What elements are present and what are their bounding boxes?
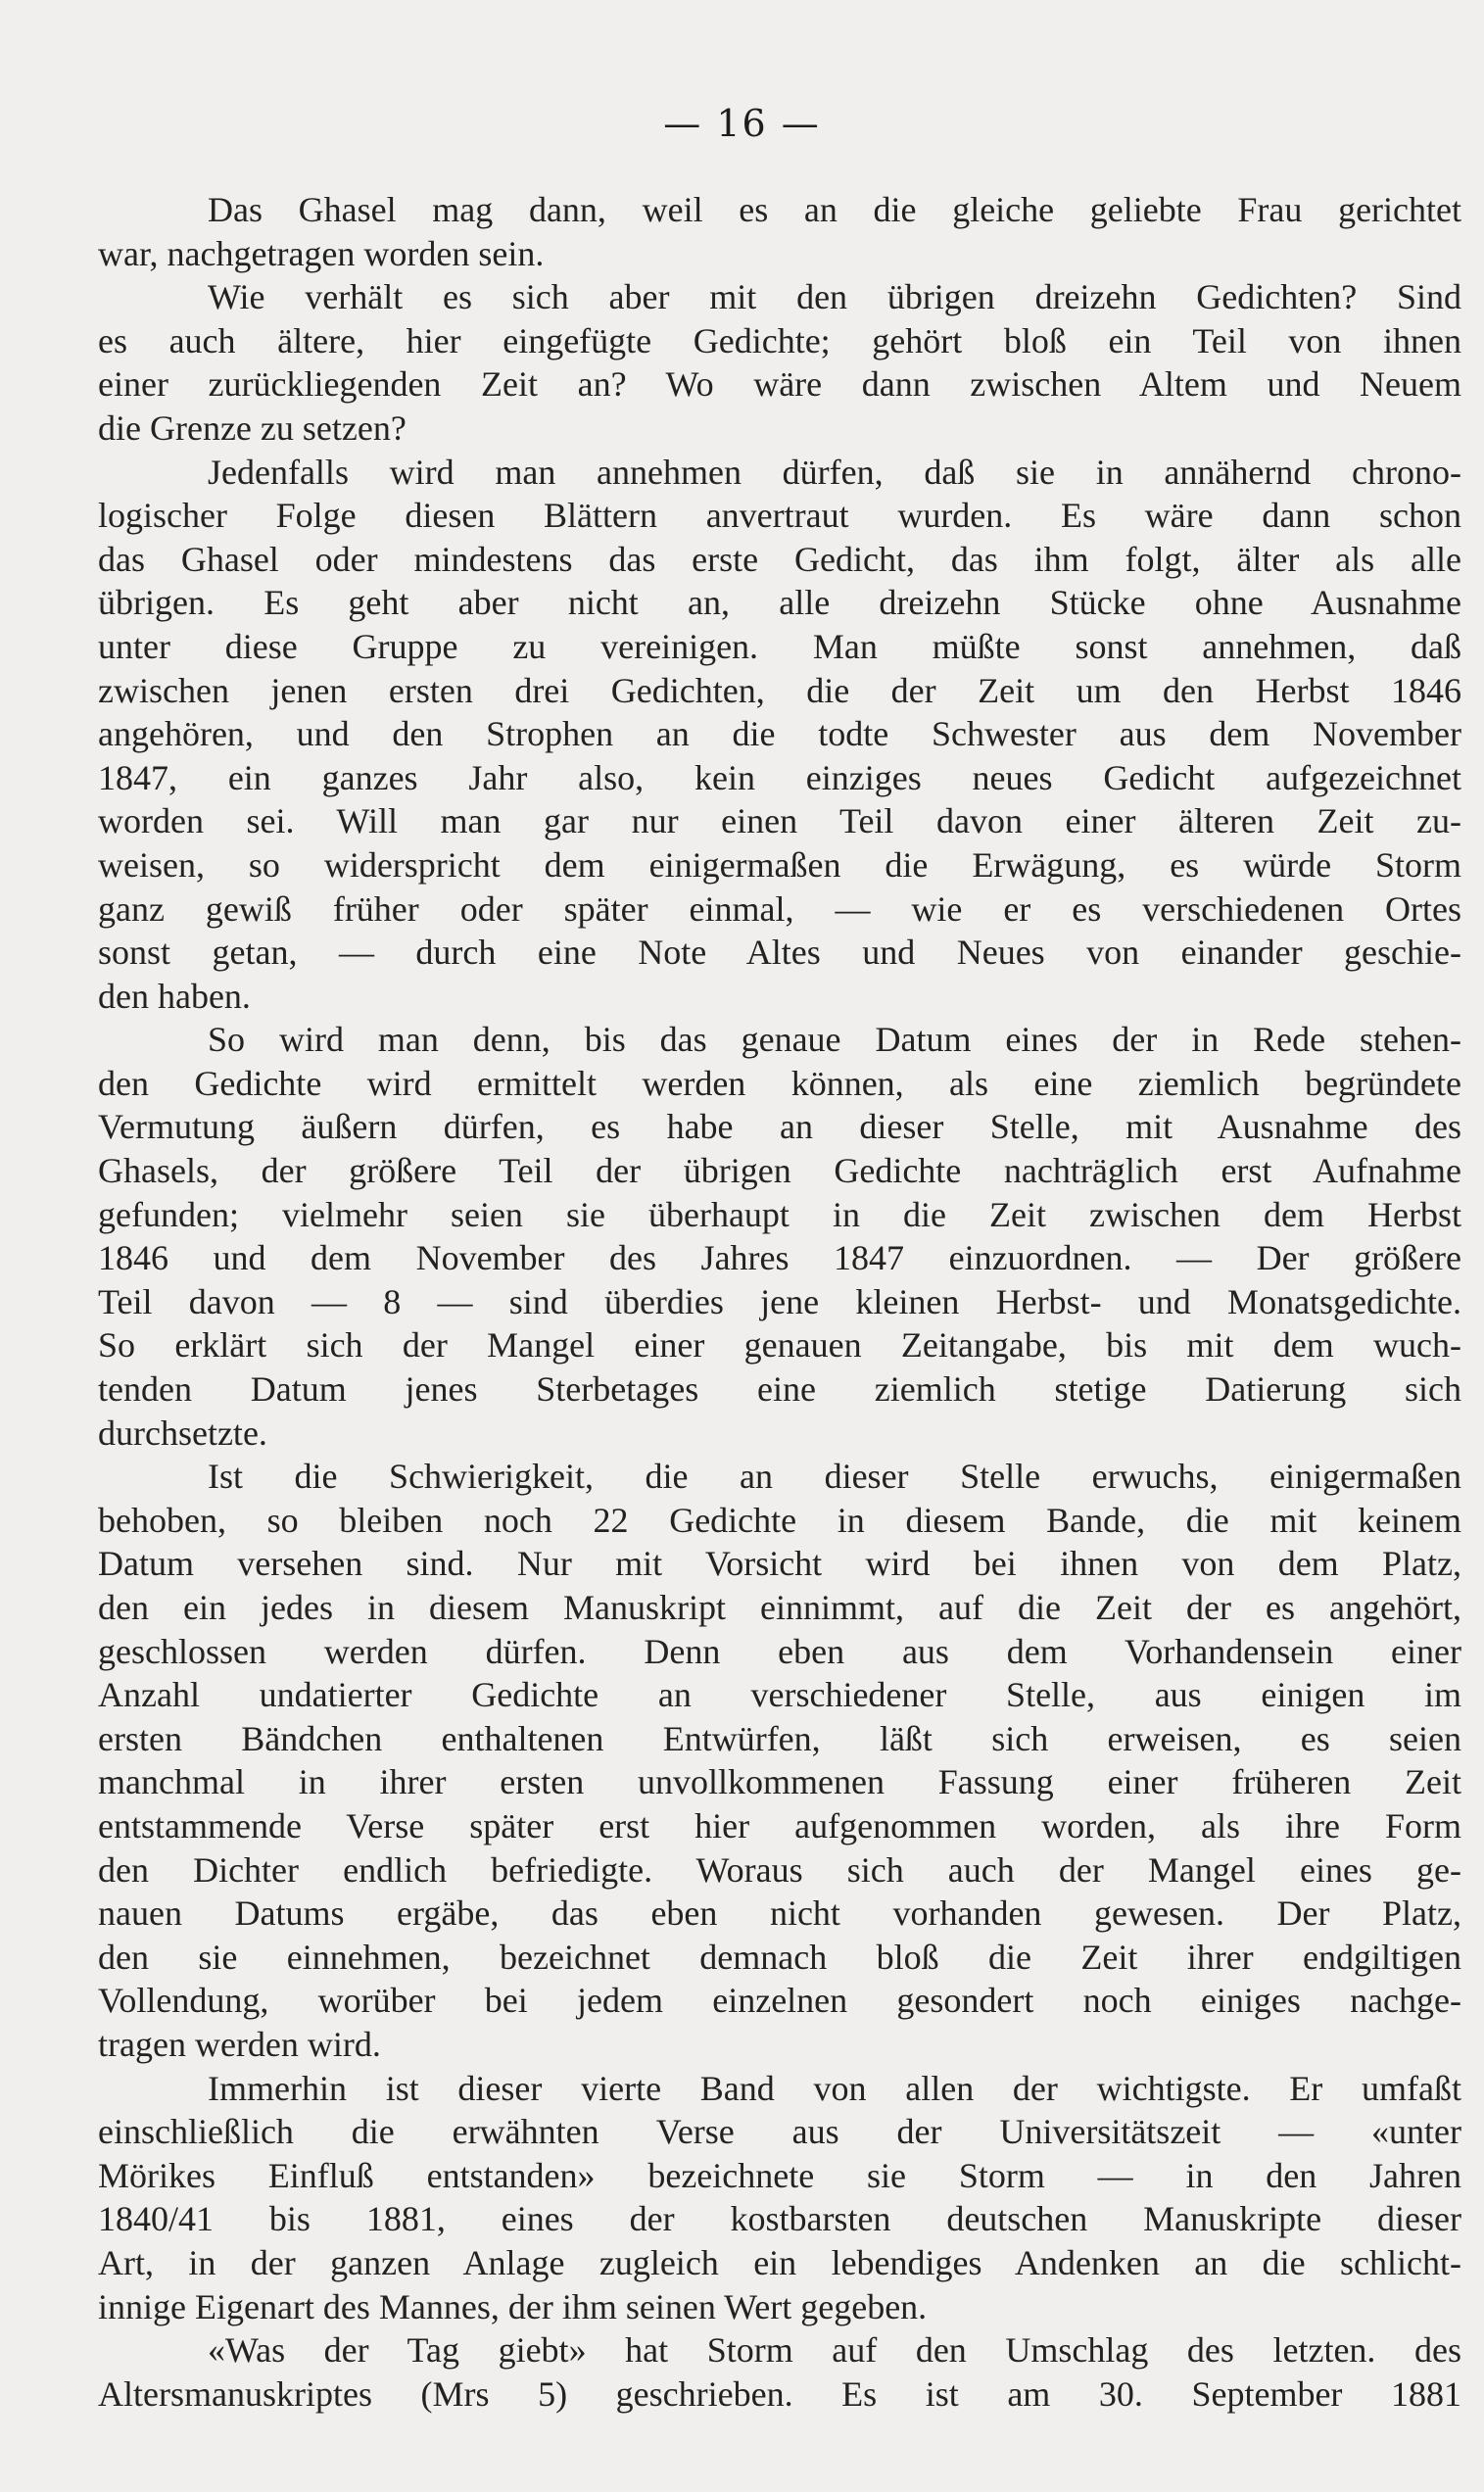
text-line: den haben. [98,976,251,1016]
text-line: den Dichter endlich befriedigte. Woraus sich auch der Mangel eines ge- [98,1849,1461,1890]
text-line: den Gedichte wird ermittelt werden können, als eine ziemlich begründete [98,1063,1461,1103]
text-line: entstammende Verse später erst hier aufgenommen worden, als ihre Form [98,1805,1461,1845]
text-line: Art, in der ganzen Anlage zugleich ein lebendiges Andenken an die schlicht- [98,2242,1461,2282]
text-line: 1840/41 bis 1881, eines der kostbarsten deutschen Manuskripte dieser [98,2199,1461,2239]
text-line: den sie einnehmen, bezeichnet demnach bloß die Zeit ihrer endgiltigen [98,1937,1461,1977]
text-line: geschlossen werden dürfen. Denn eben aus dem Vorhandensein einer [98,1631,1461,1671]
text-line: angehören, und den Strophen an die todte Schwester aus dem November [98,714,1461,754]
text-line: einschließlich die erwähnten Verse aus der Universitätszeit — «unter [98,2112,1461,2152]
paragraph [98,2067,1461,2329]
text-line: war, nachgetragen worden sein. [98,233,545,273]
paragraph [98,451,1461,1019]
text-line: durchsetzte. [98,1413,267,1453]
text-line: 1847, ein ganzes Jahr also, kein einziges neues Gedicht aufgezeichnet [98,757,1461,797]
text-line: es auch ältere, hier eingefügte Gedichte; gehört bloß ein Teil von ihnen [98,320,1461,360]
text-line: So wird man denn, bis das genaue Datum eines der in Rede stehen- [208,1020,1461,1060]
paragraph [98,1018,1461,1455]
paragraph [98,1455,1461,2066]
text-line: behoben, so bleiben noch 22 Gedichte in diesem Bande, die mit keinem [98,1500,1461,1540]
text-line: innige Eigenart des Mannes, der ihm seinen Wert gegeben. [98,2286,928,2326]
text-line: weisen, so widerspricht dem einigermaßen die Erwägung, es würde Storm [98,844,1461,885]
text-line: manchmal in ihrer ersten unvollkommenen Fassung einer früheren Zeit [98,1762,1461,1802]
page-number: — 16 — [663,102,821,145]
paragraph [98,275,1461,450]
text-line: gefunden; vielmehr seien sie überhaupt in die Zeit zwischen dem Herbst [98,1194,1461,1234]
text-line: ersten Bändchen enthaltenen Entwürfen, läßt sich erweisen, es seien [98,1718,1461,1758]
text-line: logischer Folge diesen Blättern anvertraut wurden. Es wäre dann schon [98,496,1461,536]
text-line: Datum versehen sind. Nur mit Vorsicht wird bei ihnen von dem Platz, [98,1544,1461,1584]
paragraph [98,2328,1461,2416]
text-line: 1846 und dem November des Jahres 1847 einzuordnen. — Der größere [98,1238,1461,1278]
text-line: zwischen jenen ersten drei Gedichten, die der Zeit um den Herbst 1846 [98,670,1461,710]
text-line: Immerhin ist dieser vierte Band von allen der wichtigste. Er umfaßt [208,2068,1461,2108]
text-line: worden sei. Will man gar nur einen Teil davon einer älteren Zeit zu- [98,801,1461,841]
text-line: Das Ghasel mag dann, weil es an die gleiche geliebte Frau gerichtet [208,190,1461,229]
text-line: «Was der Tag giebt» hat Storm auf den Umschlag des letzten. des [208,2330,1461,2371]
text-line: das Ghasel oder mindestens das erste Gedicht, das ihm folgt, älter als alle [98,539,1461,579]
text-line: Altersmanuskriptes (Mrs 5) geschrieben. Es ist am 30. September 1881 [98,2373,1461,2414]
text-line: Ist die Schwierigkeit, die an dieser Stelle erwuchs, einigermaßen [208,1457,1461,1497]
text-line: ganz gewiß früher oder später einmal, — wie er es verschiedenen Ortes [98,888,1461,929]
text-line: So erklärt sich der Mangel einer genauen Zeitangabe, bis mit dem wuch- [98,1325,1461,1366]
text-line: nauen Datums ergäbe, das eben nicht vorhanden gewesen. Der Platz, [98,1893,1461,1934]
text-line: tragen werden wird. [98,2024,381,2064]
text-line: einer zurückliegenden Zeit an? Wo wäre dann zwischen Altem und Neuem [98,364,1461,405]
text-line: die Grenze zu setzen? [98,407,407,448]
text-line: Jedenfalls wird man annehmen dürfen, daß sie in annähernd chrono- [208,452,1461,492]
text-line: Teil davon — 8 — sind überdies jene kleinen Herbst- und Monatsgedichte. [98,1281,1461,1321]
text-line: tenden Datum jenes Sterbetages eine ziemlich stetige Datierung sich [98,1369,1461,1410]
text-line: den ein jedes in diesem Manuskript einnimmt, auf die Zeit der es angehört, [98,1588,1461,1627]
text-line: Vollendung, worüber bei jedem einzelnen gesondert noch einiges nachge- [98,1981,1461,2021]
text-line: Mörikes Einfluß entstanden» bezeichnete sie Storm — in den Jahren [98,2155,1461,2195]
text-line: Vermutung äußern dürfen, es habe an dieser Stelle, mit Ausnahme des [98,1107,1461,1147]
text-line: übrigen. Es geht aber nicht an, alle dreizehn Stücke ohne Ausnahme [98,583,1461,623]
text-line: Wie verhält es sich aber mit den übrigen dreizehn Gedichten? Sind [208,277,1461,317]
text-line: sonst getan, — durch eine Note Altes und Neues von einander geschie- [98,933,1461,973]
text-line: Anzahl undatierter Gedichte an verschiedener Stelle, aus einigen im [98,1675,1461,1715]
text-line: Ghasels, der größere Teil der übrigen Gedichte nachträglich erst Aufnahme [98,1151,1461,1191]
text-line: unter diese Gruppe zu vereinigen. Man müßte sonst annehmen, daß [98,626,1461,666]
body-text [98,188,1461,2416]
paragraph [98,188,1461,275]
